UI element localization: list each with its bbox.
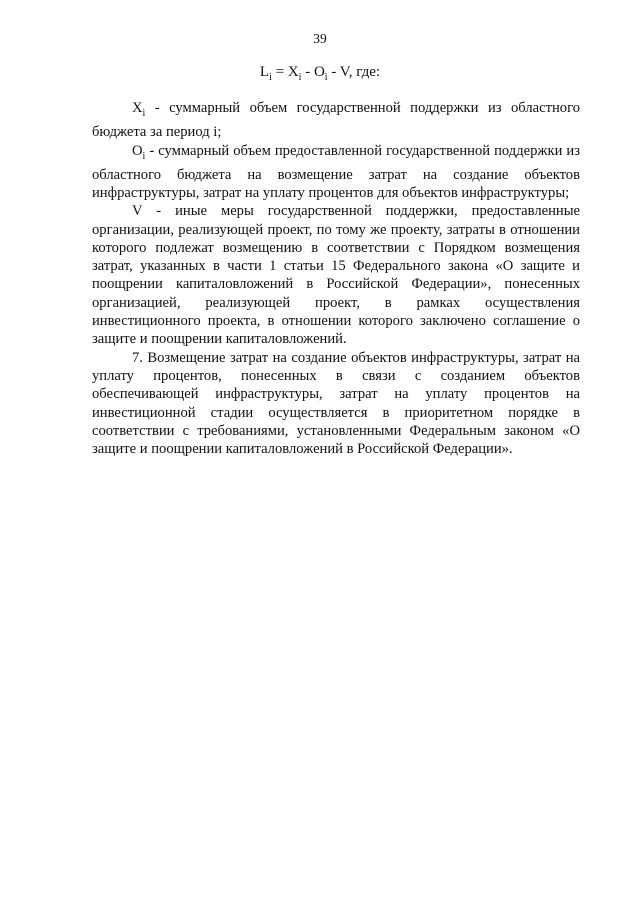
formula-o: O (313, 64, 325, 80)
definition-x-symbol: X (132, 100, 143, 116)
clause-7: 7. Возмещение затрат на создание объектов инфраструктуры, затрат на уплату процентов, понесенных в связи с созданием объектов обеспечивающей инфраструктуры, затрат на уплату процентов на инвестиционной стадии осуществляется в приоритетном порядке в соответствии с требованиями, установленными Федеральным законом «О защите и поощрении капиталовложений в Российской Федерации». (92, 349, 580, 458)
definition-o (92, 142, 580, 203)
formula-x: X (287, 64, 299, 80)
formula-x-subscript: i (298, 72, 302, 83)
definition-x (92, 99, 580, 142)
definition-o-subscript: i (142, 150, 146, 162)
body-text (92, 99, 580, 458)
formula-l-subscript: i (269, 72, 272, 83)
definition-x-subscript: i (142, 107, 146, 119)
definition-o-symbol: O (132, 142, 143, 159)
page-number: 39 (313, 31, 327, 46)
definition-x-text: - суммарный объем государственной поддержки из областного бюджета за период i; (92, 100, 580, 141)
formula-tail: - V, где: (327, 64, 381, 80)
formula-l: L (259, 64, 270, 80)
formula-equals: = (271, 64, 288, 80)
definition-o-text: - суммарный объем предоставленной государственной поддержки из областного бюджета на возмещение затрат на создание объектов инфраструктуры, затрат на уплату процентов для объектов инфраструктуры; (92, 142, 580, 201)
formula-minus: - (301, 64, 314, 80)
formula (0, 64, 640, 83)
formula-o-subscript: i (324, 72, 328, 83)
definition-v: V - иные меры государственной поддержки, предоставленные организации, реализующей проект, по тому же проекту, затраты в отношении которого подлежат возмещению в соответствии с Порядком возмещения затрат, указанных в части 1 статьи 15 Федерального закона «О защите и поощрении капиталовложений в Российской Федерации», понесенных организацией, реализующей проект, в рамках осуществления инвестиционного проекта, в отношении которого заключено соглашение о защите и поощрении капиталовложений. (92, 203, 580, 348)
